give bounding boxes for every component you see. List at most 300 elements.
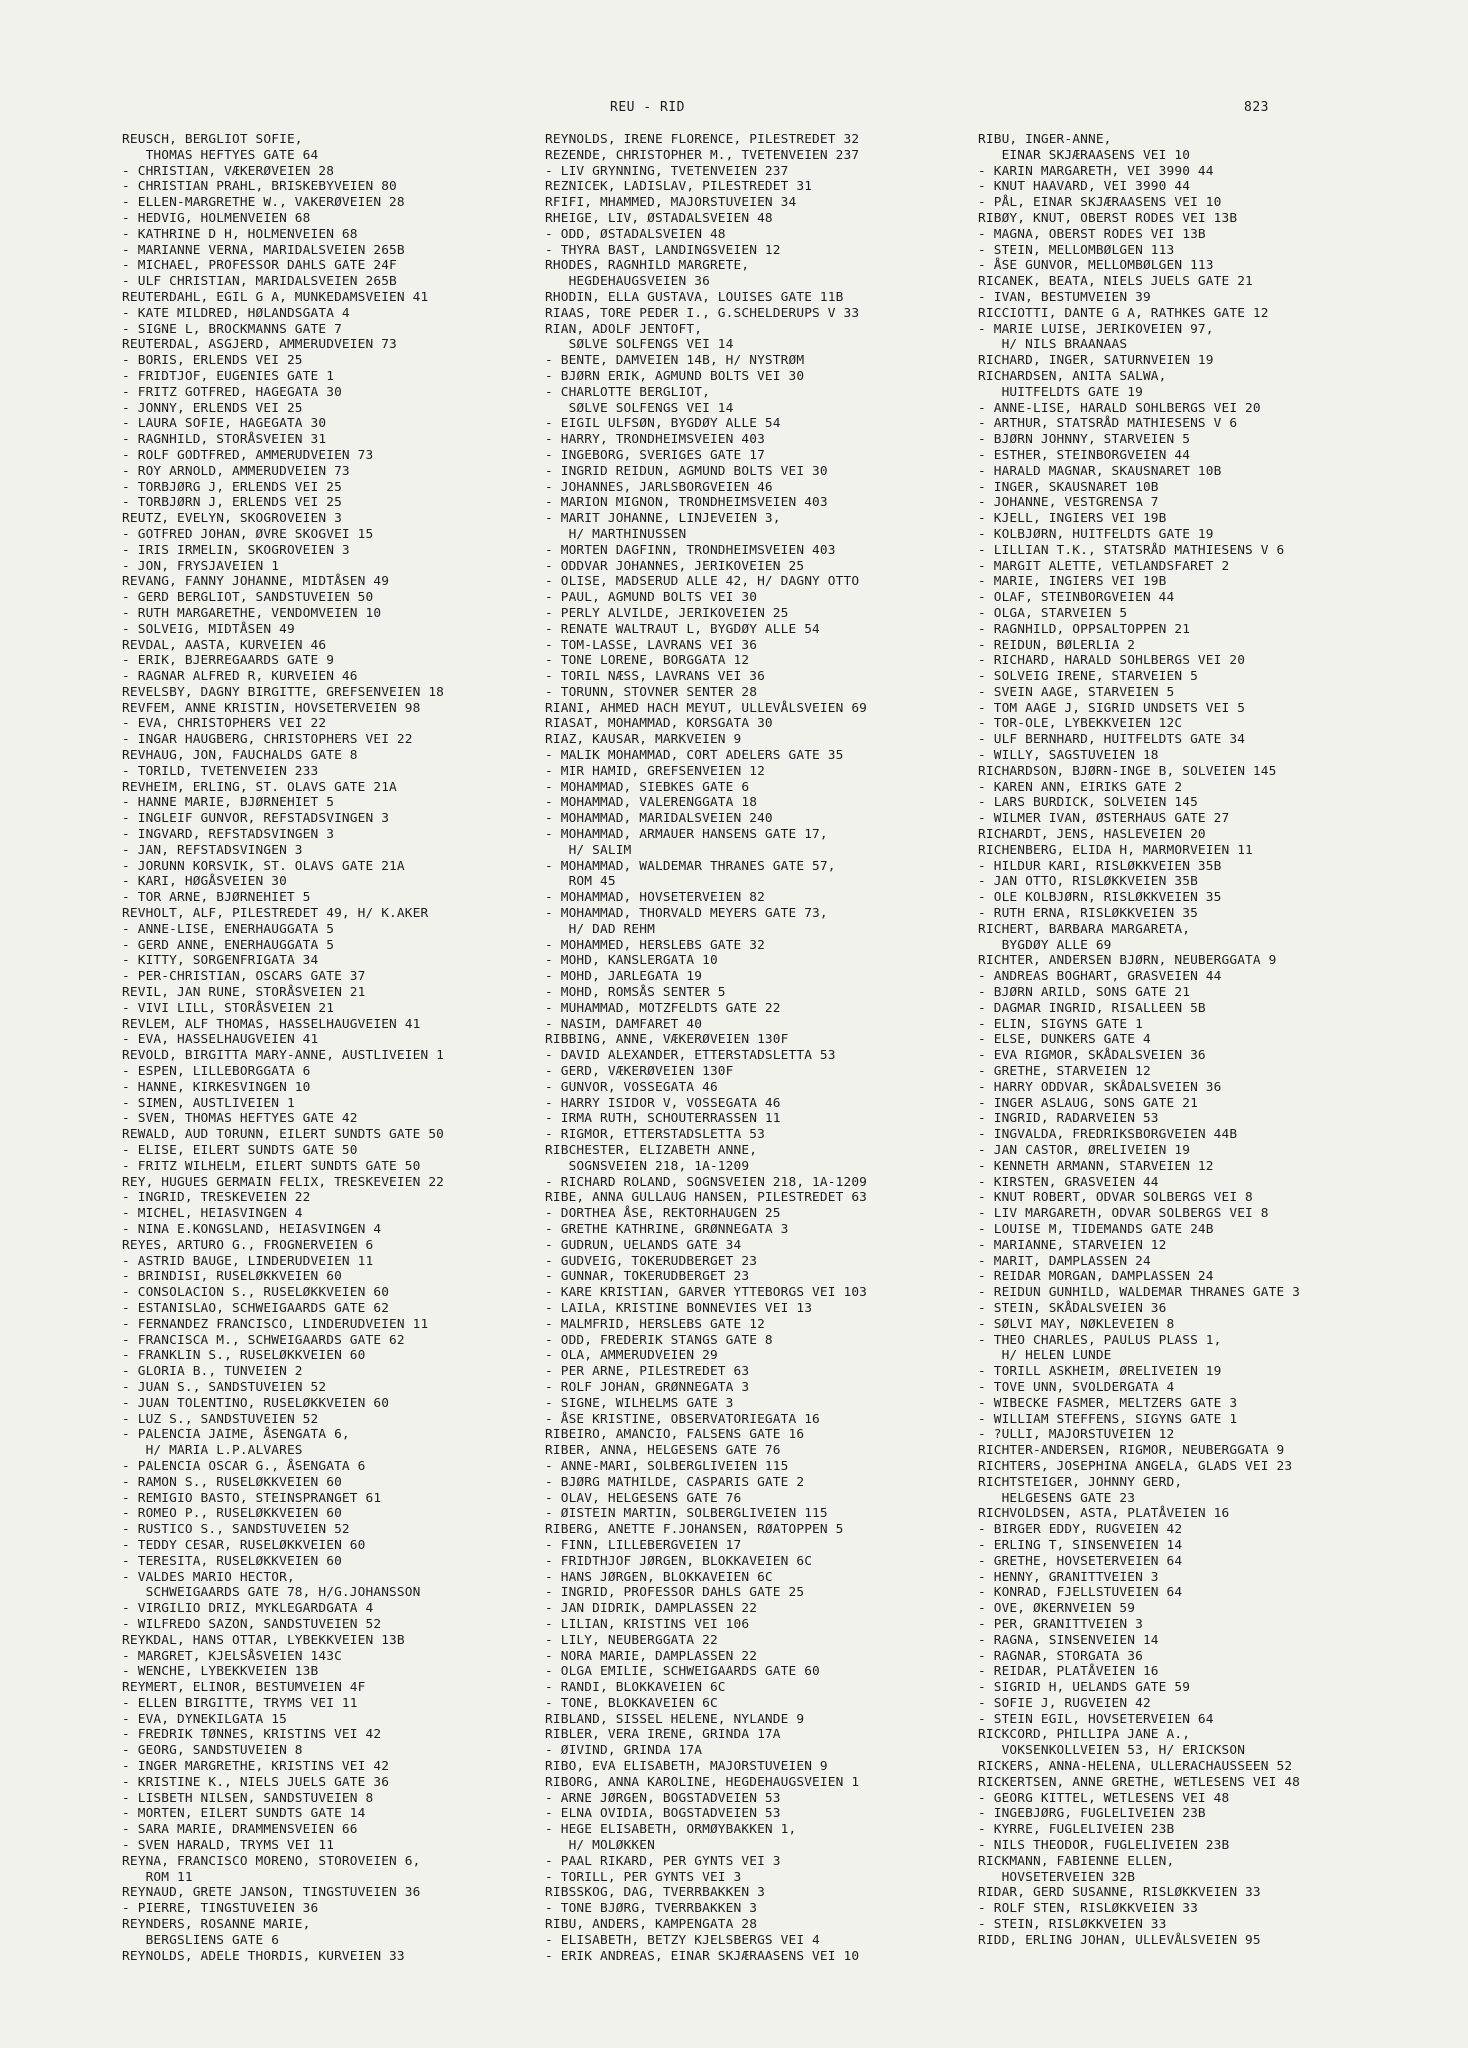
directory-entry-line: RIAN, ADOLF JENTOFT, <box>545 321 703 337</box>
directory-entry-line: - INGRID REIDUN, AGMUND BOLTS VEI 30 <box>545 463 828 479</box>
directory-entry-line: - LILLIAN T.K., STATSRÅD MATHIESENS V 6 <box>978 542 1285 558</box>
directory-entry-line: - HENNY, GRANITTVEIEN 3 <box>978 1569 1159 1585</box>
directory-entry-line: - KITTY, SORGENFRIGATA 34 <box>122 953 319 969</box>
directory-entry-line: - INGRID, TRESKEVEIEN 22 <box>122 1190 311 1206</box>
directory-entry-line: - JUAN TOLENTINO, RUSELØKKVEIEN 60 <box>122 1395 390 1411</box>
directory-entry-line: - INGLEIF GUNVOR, REFSTADSVINGEN 3 <box>122 811 390 827</box>
directory-entry-line: RHEIGE, LIV, ØSTADALSVEIEN 48 <box>545 210 773 226</box>
directory-entry-line: RICANEK, BEATA, NIELS JUELS GATE 21 <box>978 274 1253 290</box>
directory-entry-line: - MARIE LUISE, JERIKOVEIEN 97, <box>978 321 1214 337</box>
directory-entry-line: RIBBING, ANNE, VÆKERØVEIEN 130F <box>545 1032 789 1048</box>
directory-entry-line: RICCIOTTI, DANTE G A, RATHKES GATE 12 <box>978 305 1269 321</box>
directory-column-3 <box>978 132 1448 2012</box>
directory-entry-line: - ELLEN BIRGITTE, TRYMS VEI 11 <box>122 1695 358 1711</box>
directory-entry-line: - REMIGIO BASTO, STEINSPRANGET 61 <box>122 1490 382 1506</box>
directory-entry-line: - BJØRG MATHILDE, CASPARIS GATE 2 <box>545 1474 805 1490</box>
directory-entry-line: ROM 45 <box>545 874 616 890</box>
directory-entry-line: - GEORG KITTEL, WETLESENS VEI 48 <box>978 1790 1230 1806</box>
directory-entry-line: - RAGNHILD, STORÅSVEIEN 31 <box>122 432 327 448</box>
directory-entry-line: - PER, GRANITTVEIEN 3 <box>978 1616 1143 1632</box>
directory-entry-line: - FRIDTJOF, EUGENIES GATE 1 <box>122 368 335 384</box>
directory-entry-line: - JAN CASTOR, ØRELIVEIEN 19 <box>978 1143 1191 1158</box>
directory-entry-line: - INGER MARGRETHE, KRISTINS VEI 42 <box>122 1759 390 1775</box>
directory-entry-line: - INGAR HAUGBERG, CHRISTOPHERS VEI 22 <box>122 732 413 748</box>
directory-entry-line: - JORUNN KORSVIK, ST. OLAVS GATE 21A <box>122 858 405 874</box>
directory-entry-line: - SIGNE L, BROCKMANNS GATE 7 <box>122 321 342 337</box>
directory-entry-line: - PAUL, AGMUND BOLTS VEI 30 <box>545 590 758 606</box>
directory-entry-line: - MARIANNE, STARVEIEN 12 <box>978 1237 1167 1253</box>
directory-entry-line: HUITFELDTS GATE 19 <box>978 384 1143 400</box>
directory-entry-line: - STEIN EGIL, HOVSETERVEIEN 64 <box>978 1711 1214 1727</box>
directory-entry-line: - ?ULLI, MAJORSTUVEIEN 12 <box>978 1427 1175 1443</box>
directory-entry-line: - KONRAD, FJELLSTUVEIEN 64 <box>978 1585 1183 1601</box>
directory-entry-line: - KJELL, INGIERS VEI 19B <box>978 511 1167 527</box>
directory-entry-line: REZENDE, CHRISTOPHER M., TVETENVEIEN 237 <box>545 147 860 163</box>
directory-entry-line: - RENATE WALTRAUT L, BYGDØY ALLE 54 <box>545 621 820 637</box>
directory-entry-line: - OVE, ØKERNVEIEN 59 <box>978 1601 1136 1617</box>
directory-entry-line: - GUNNAR, TOKERUDBERGET 23 <box>545 1269 750 1285</box>
directory-entry-line: RHODES, RAGNHILD MARGRETE, <box>545 258 750 274</box>
directory-entry-line: REVFEM, ANNE KRISTIN, HOVSETERVEIEN 98 <box>122 700 421 716</box>
directory-entry-line: - TERESITA, RUSELØKKVEIEN 60 <box>122 1553 342 1569</box>
directory-entry-line: - REIDAR, PLATÅVEIEN 16 <box>978 1664 1159 1680</box>
directory-entry-line: REUSCH, BERGLIOT SOFIE, <box>122 132 303 147</box>
directory-entry-line: - LARS BURDICK, SOLVEIEN 145 <box>978 795 1198 811</box>
directory-entry-line: - RUTH ERNA, RISLØKKVEIEN 35 <box>978 906 1198 922</box>
directory-entry-line: - KARIN MARGARETH, VEI 3990 44 <box>978 163 1214 179</box>
directory-entry-line: - MARIT JOHANNE, LINJEVEIEN 3, <box>545 511 781 527</box>
directory-entry-line: - MIR HAMID, GREFSENVEIEN 12 <box>545 763 765 779</box>
directory-entry-line: - OLE KOLBJØRN, RISLØKKVEIEN 35 <box>978 890 1222 906</box>
directory-entry-line: - FRITZ GOTFRED, HAGEGATA 30 <box>122 384 342 400</box>
directory-entry-line: - LAILA, KRISTINE BONNEVIES VEI 13 <box>545 1300 813 1316</box>
directory-entry-line: - HEGE ELISABETH, ORMØYBAKKEN 1, <box>545 1822 797 1838</box>
directory-entry-line: - DORTHEA ÅSE, REKTORHAUGEN 25 <box>545 1206 781 1222</box>
directory-entry-line: - MOHD, JARLEGATA 19 <box>545 969 703 985</box>
directory-entry-line: - EVA RIGMOR, SKÅDALSVEIEN 36 <box>978 1048 1206 1064</box>
directory-entry-line: REYKDAL, HANS OTTAR, LYBEKKVEIEN 13B <box>122 1632 405 1648</box>
directory-entry-line: RICHENBERG, ELIDA H, MARMORVEIEN 11 <box>978 842 1253 858</box>
directory-entry-line: - NASIM, DAMFARET 40 <box>545 1016 703 1032</box>
directory-entry-line: - BIRGER EDDY, RUGVEIEN 42 <box>978 1522 1183 1538</box>
directory-entry-line: - KRISTINE K., NIELS JUELS GATE 36 <box>122 1774 390 1790</box>
directory-entry-line: - JAN DIDRIK, DAMPLASSEN 22 <box>545 1601 758 1617</box>
directory-entry-line: - BORIS, ERLENDS VEI 25 <box>122 353 303 369</box>
directory-entry-line: - MOHD, ROMSÅS SENTER 5 <box>545 985 726 1001</box>
directory-entry-line: - STEIN, SKÅDALSVEIEN 36 <box>978 1300 1167 1316</box>
directory-entry-line: THOMAS HEFTYES GATE 64 <box>122 147 319 163</box>
directory-entry-line: - CHRISTIAN, VÆKERØVEIEN 28 <box>122 163 335 179</box>
directory-entry-line: ROM 11 <box>122 1869 193 1885</box>
directory-entry-line: - KARE KRISTIAN, GARVER YTTEBORGS VEI 103 <box>545 1285 868 1301</box>
directory-entry-line: - RANDI, BLOKKAVEIEN 6C <box>545 1680 726 1696</box>
directory-entry-line: REUTERDAHL, EGIL G A, MUNKEDAMSVEIEN 41 <box>122 289 429 305</box>
directory-entry-line: - MUHAMMAD, MOTZFELDTS GATE 22 <box>545 1000 781 1016</box>
directory-entry-line: RIBE, ANNA GULLAUG HANSEN, PILESTREDET 63 <box>545 1190 868 1206</box>
directory-entry-line: - TORILL ASKHEIM, ØRELIVEIEN 19 <box>978 1364 1222 1380</box>
directory-entry-line: - TOM AAGE J, SIGRID UNDSETS VEI 5 <box>978 700 1246 716</box>
directory-entry-line: - TORIL NÆSS, LAVRANS VEI 36 <box>545 669 765 685</box>
directory-entry-line: - ROLF JOHAN, GRØNNEGATA 3 <box>545 1379 750 1395</box>
directory-entry-line: - ØIVIND, GRINDA 17A <box>545 1743 703 1759</box>
directory-entry-line: - ROMEO P., RUSELØKKVEIEN 60 <box>122 1506 342 1522</box>
directory-entry-line: - TOR-OLE, LYBEKKVEIEN 12C <box>978 716 1183 732</box>
directory-entry-line: REYNA, FRANCISCO MORENO, STOROVEIEN 6, <box>122 1853 421 1869</box>
directory-entry-line: - OLGA, STARVEIEN 5 <box>978 605 1128 621</box>
directory-entry-line: EINAR SKJÆRAASENS VEI 10 <box>978 147 1191 163</box>
directory-entry-line: RIBEIRO, AMANCIO, FALSENS GATE 16 <box>545 1427 805 1443</box>
directory-entry-line: - ODDVAR JOHANNES, JERIKOVEIEN 25 <box>545 558 805 574</box>
directory-entry-line: - MALMFRID, HERSLEBS GATE 12 <box>545 1316 765 1332</box>
directory-entry-line: HOVSETERVEIEN 32B <box>978 1869 1136 1885</box>
directory-entry-line: - ESPEN, LILLEBORGGATA 6 <box>122 1064 311 1080</box>
directory-entry-line: - ROLF GODTFRED, AMMERUDVEIEN 73 <box>122 447 374 463</box>
directory-entry-line: - LIV MARGARETH, ODVAR SOLBERGS VEI 8 <box>978 1206 1269 1222</box>
directory-entry-line: H/ SALIM <box>545 842 632 858</box>
directory-entry-line: - SVEIN AAGE, STARVEIEN 5 <box>978 684 1175 700</box>
directory-entry-line: - STEIN, RISLØKKVEIEN 33 <box>978 1917 1167 1933</box>
directory-entry-line: REVANG, FANNY JOHANNE, MIDTÅSEN 49 <box>122 574 390 590</box>
directory-entry-line: - MORTEN, EILERT SUNDTS GATE 14 <box>122 1806 366 1822</box>
directory-entry-line: - TORILD, TVETENVEIEN 233 <box>122 763 319 779</box>
directory-entry-line: - ANDREAS BOGHART, GRASVEIEN 44 <box>978 969 1222 985</box>
directory-entry-line: - JONNY, ERLENDS VEI 25 <box>122 400 303 416</box>
directory-entry-line: - FRANKLIN S., RUSELØKKVEIEN 60 <box>122 1348 366 1364</box>
directory-entry-line: - NINA E.KONGSLAND, HEIASVINGEN 4 <box>122 1221 382 1237</box>
directory-entry-line: REYNOLDS, ADELE THORDIS, KURVEIEN 33 <box>122 1948 405 1964</box>
directory-entry-line: - ÅSE KRISTINE, OBSERVATORIEGATA 16 <box>545 1411 820 1427</box>
directory-entry-line: BERGSLIENS GATE 6 <box>122 1932 280 1948</box>
directory-entry-line: REVIL, JAN RUNE, STORÅSVEIEN 21 <box>122 985 366 1001</box>
directory-entry-line: - SOFIE J, RUGVEIEN 42 <box>978 1695 1151 1711</box>
directory-entry-line: - HEDVIG, HOLMENVEIEN 68 <box>122 210 311 226</box>
directory-entry-line: - PIERRE, TINGSTUVEIEN 36 <box>122 1901 319 1917</box>
directory-entry-line: - FREDRIK TØNNES, KRISTINS VEI 42 <box>122 1727 382 1743</box>
directory-entry-line: RIBU, INGER-ANNE, <box>978 132 1112 147</box>
directory-entry-line: H/ MOLØKKEN <box>545 1838 655 1854</box>
directory-entry-line: - GOTFRED JOHAN, ØVRE SKOGVEI 15 <box>122 526 374 542</box>
directory-entry-line: - PALENCIA JAIME, ÅSENGATA 6, <box>122 1427 350 1443</box>
directory-entry-line: - RUSTICO S., SANDSTUVEIEN 52 <box>122 1522 350 1538</box>
directory-entry-line: - ERLING T, SINSENVEIEN 14 <box>978 1537 1183 1553</box>
directory-entry-line: - ROY ARNOLD, AMMERUDVEIEN 73 <box>122 463 350 479</box>
directory-entry-line: - BJØRN JOHNNY, STARVEIEN 5 <box>978 432 1191 448</box>
directory-entry-line: - RIGMOR, ETTERSTADSLETTA 53 <box>545 1127 765 1143</box>
directory-entry-line: RICHTER, ANDERSEN BJØRN, NEUBERGGATA 9 <box>978 953 1277 969</box>
directory-entry-line: REYNAUD, GRETE JANSON, TINGSTUVEIEN 36 <box>122 1885 421 1901</box>
directory-entry-line: - WILFREDO SAZON, SANDSTUVEIEN 52 <box>122 1616 382 1632</box>
directory-entry-line: - VIRGILIO DRIZ, MYKLEGARDGATA 4 <box>122 1601 374 1617</box>
directory-entry-line: - TOVE UNN, SVOLDERGATA 4 <box>978 1379 1175 1395</box>
directory-entry-line: - ELIN, SIGYNS GATE 1 <box>978 1016 1143 1032</box>
directory-entry-line: - HARRY, TRONDHEIMSVEIEN 403 <box>545 432 765 448</box>
directory-entry-line: - INGEBORG, SVERIGES GATE 17 <box>545 447 765 463</box>
directory-entry-line: - HANNE MARIE, BJØRNEHIET 5 <box>122 795 335 811</box>
directory-entry-line: - KNUT HAAVARD, VEI 3990 44 <box>978 179 1191 195</box>
directory-entry-line: - MARIT, DAMPLASSEN 24 <box>978 1253 1151 1269</box>
directory-entry-line: RIASAT, MOHAMMAD, KORSGATA 30 <box>545 716 773 732</box>
directory-entry-line: - RAGNAR ALFRED R, KURVEIEN 46 <box>122 669 358 685</box>
directory-entry-line: REYNDERS, ROSANNE MARIE, <box>122 1917 311 1933</box>
directory-entry-line: - MOHAMMAD, HOVSETERVEIEN 82 <box>545 890 765 906</box>
directory-entry-line: - BJØRN ERIK, AGMUND BOLTS VEI 30 <box>545 368 805 384</box>
directory-entry-line: RICHARDSEN, ANITA SALWA, <box>978 368 1167 384</box>
directory-entry-line: RICHVOLDSEN, ASTA, PLATÅVEIEN 16 <box>978 1506 1230 1522</box>
directory-entry-line: REUTZ, EVELYN, SKOGROVEIEN 3 <box>122 511 342 527</box>
directory-entry-line: RICHARD, INGER, SATURNVEIEN 19 <box>978 353 1214 369</box>
directory-entry-line: - SVEN, THOMAS HEFTYES GATE 42 <box>122 1111 358 1127</box>
directory-entry-line: REUTERDAL, ASGJERD, AMMERUDVEIEN 73 <box>122 337 397 353</box>
directory-entry-line: - KATHRINE D H, HOLMENVEIEN 68 <box>122 226 358 242</box>
directory-entry-line: - INGRID, PROFESSOR DAHLS GATE 25 <box>545 1585 805 1601</box>
directory-entry-line: HEGDEHAUGSVEIEN 36 <box>545 274 710 290</box>
directory-entry-line: - ARNE JØRGEN, BOGSTADVEIEN 53 <box>545 1790 781 1806</box>
directory-entry-line: RIBSSKOG, DAG, TVERRBAKKEN 3 <box>545 1885 765 1901</box>
directory-entry-line: - MOHAMMAD, SIEBKES GATE 6 <box>545 779 750 795</box>
directory-entry-line: SØLVE SOLFENGS VEI 14 <box>545 400 734 416</box>
directory-entry-line: - INGRID, RADARVEIEN 53 <box>978 1111 1159 1127</box>
directory-entry-line: - KIRSTEN, GRASVEIEN 44 <box>978 1174 1159 1190</box>
directory-entry-line: RIBORG, ANNA KAROLINE, HEGDEHAUGSVEIEN 1 <box>545 1774 860 1790</box>
directory-entry-line: - MOHAMMAD, WALDEMAR THRANES GATE 57, <box>545 858 836 874</box>
directory-entry-line: - PER-CHRISTIAN, OSCARS GATE 37 <box>122 969 366 985</box>
directory-entry-line: - INGER, SKAUSNARET 10B <box>978 479 1159 495</box>
directory-entry-line: - ANNE-MARI, SOLBERGLIVEIEN 115 <box>545 1458 789 1474</box>
directory-entry-line: RIDAR, GERD SUSANNE, RISLØKKVEIEN 33 <box>978 1885 1261 1901</box>
directory-entry-line: - REIDUN GUNHILD, WALDEMAR THRANES GATE 3 <box>978 1285 1301 1301</box>
directory-entry-line: - MARIANNE VERNA, MARIDALSVEIEN 265B <box>122 242 405 258</box>
directory-entry-line: - LILIAN, KRISTINS VEI 106 <box>545 1616 750 1632</box>
directory-entry-line: - SOLVEIG IRENE, STARVEIEN 5 <box>978 669 1198 685</box>
directory-entry-line: - PAAL RIKARD, PER GYNTS VEI 3 <box>545 1853 781 1869</box>
directory-entry-line: - MICHAEL, PROFESSOR DAHLS GATE 24F <box>122 258 397 274</box>
directory-entry-line: - BRINDISI, RUSELØKKVEIEN 60 <box>122 1269 342 1285</box>
directory-entry-line: - HARALD MAGNAR, SKAUSNARET 10B <box>978 463 1222 479</box>
directory-entry-line: - EVA, CHRISTOPHERS VEI 22 <box>122 716 327 732</box>
directory-entry-line: - BENTE, DAMVEIEN 14B, H/ NYSTRØM <box>545 353 805 369</box>
directory-entry-line: - SOLVEIG, MIDTÅSEN 49 <box>122 621 295 637</box>
directory-entry-line: - ØISTEIN MARTIN, SOLBERGLIVEIEN 115 <box>545 1506 828 1522</box>
directory-entry-line: - INGVARD, REFSTADSVINGEN 3 <box>122 827 335 843</box>
directory-entry-line: - ELISABETH, BETZY KJELSBERGS VEI 4 <box>545 1932 820 1948</box>
directory-entry-line: RIBØY, KNUT, OBERST RODES VEI 13B <box>978 210 1238 226</box>
directory-entry-line: - OLAV, HELGESENS GATE 76 <box>545 1490 742 1506</box>
directory-entry-line: SØLVE SOLFENGS VEI 14 <box>545 337 734 353</box>
directory-entry-line: - OLA, AMMERUDVEIEN 29 <box>545 1348 718 1364</box>
directory-entry-line: - NILS THEODOR, FUGLELIVEIEN 23B <box>978 1838 1230 1854</box>
directory-entry-line: - PALENCIA OSCAR G., ÅSENGATA 6 <box>122 1458 366 1474</box>
directory-entry-line: - KAREN ANN, EIRIKS GATE 2 <box>978 779 1183 795</box>
directory-entry-line: RHODIN, ELLA GUSTAVA, LOUISES GATE 11B <box>545 289 844 305</box>
directory-entry-line: - ELSE, DUNKERS GATE 4 <box>978 1032 1151 1048</box>
page-header <box>0 100 1468 120</box>
directory-entry-line: - THEO CHARLES, PAULUS PLASS 1, <box>978 1332 1222 1348</box>
directory-entry-line: - GERD BERGLIOT, SANDSTUVEIEN 50 <box>122 590 374 606</box>
directory-entry-line: - IRMA RUTH, SCHOUTERRASSEN 11 <box>545 1111 781 1127</box>
directory-entry-line: - EVA, HASSELHAUGVEIEN 41 <box>122 1032 319 1048</box>
directory-entry-line: - LISBETH NILSEN, SANDSTUVEIEN 8 <box>122 1790 374 1806</box>
directory-entry-line: - TONE LORENE, BORGGATA 12 <box>545 653 750 669</box>
directory-entry-line: RIAZ, KAUSAR, MARKVEIEN 9 <box>545 732 742 748</box>
directory-entry-line: - HARRY ISIDOR V, VOSSEGATA 46 <box>545 1095 781 1111</box>
directory-entry-line: - LILY, NEUBERGGATA 22 <box>545 1632 718 1648</box>
directory-entry-line: - STEIN, MELLOMBØLGEN 113 <box>978 242 1175 258</box>
directory-entry-line: - MICHEL, HEIASVINGEN 4 <box>122 1206 303 1222</box>
directory-entry-line: RICHTER-ANDERSEN, RIGMOR, NEUBERGGATA 9 <box>978 1443 1285 1459</box>
directory-entry-line: RIBLAND, SISSEL HELENE, NYLANDE 9 <box>545 1711 805 1727</box>
directory-entry-line: REVHEIM, ERLING, ST. OLAVS GATE 21A <box>122 779 397 795</box>
directory-entry-line: RICHERT, BARBARA MARGARETA, <box>978 921 1191 937</box>
page-range-heading: REU - RID <box>610 100 685 115</box>
directory-entry-line: - ELNA OVIDIA, BOGSTADVEIEN 53 <box>545 1806 781 1822</box>
directory-entry-line: SCHWEIGAARDS GATE 78, H/G.JOHANSSON <box>122 1585 421 1601</box>
directory-entry-line: - ERIK ANDREAS, EINAR SKJÆRAASENS VEI 10 <box>545 1948 860 1964</box>
directory-entry-line: - JOHANNE, VESTGRENSA 7 <box>978 495 1159 511</box>
directory-entry-line: RICKCORD, PHILLIPA JANE A., <box>978 1727 1191 1743</box>
directory-entry-line: - SVEN HARALD, TRYMS VEI 11 <box>122 1838 335 1854</box>
directory-entry-line: - WILLIAM STEFFENS, SIGYNS GATE 1 <box>978 1411 1238 1427</box>
directory-entry-line: - ESTHER, STEINBORGVEIEN 44 <box>978 447 1191 463</box>
directory-entry-line: VOKSENKOLLVEIEN 53, H/ ERICKSON <box>978 1743 1246 1759</box>
directory-entry-line: - MOHD, KANSLERGATA 10 <box>545 953 718 969</box>
directory-entry-line: RIAAS, TORE PEDER I., G.SCHELDERUPS V 33 <box>545 305 860 321</box>
directory-entry-line: - FRITZ WILHELM, EILERT SUNDTS GATE 50 <box>122 1158 421 1174</box>
directory-entry-line: - RICHARD, HARALD SOHLBERGS VEI 20 <box>978 653 1246 669</box>
directory-entry-line: - LAURA SOFIE, HAGEGATA 30 <box>122 416 327 432</box>
directory-entry-line: - ARTHUR, STATSRÅD MATHIESENS V 6 <box>978 416 1238 432</box>
directory-entry-line: - HARRY ODDVAR, SKÅDALSVEIEN 36 <box>978 1079 1222 1095</box>
directory-entry-line: - OLISE, MADSERUD ALLE 42, H/ DAGNY OTTO <box>545 574 860 590</box>
page-number: 823 <box>1244 100 1269 115</box>
directory-entry-line: - FINN, LILLEBERGVEIEN 17 <box>545 1537 742 1553</box>
directory-entry-line: REZNICEK, LADISLAV, PILESTREDET 31 <box>545 179 813 195</box>
directory-entry-line: RIBERG, ANETTE F.JOHANSEN, RØATOPPEN 5 <box>545 1522 844 1538</box>
directory-entry-line: REWALD, AUD TORUNN, EILERT SUNDTS GATE 50 <box>122 1127 445 1143</box>
directory-entry-line: - GUDRUN, UELANDS GATE 34 <box>545 1237 742 1253</box>
directory-entry-line: RIBLER, VERA IRENE, GRINDA 17A <box>545 1727 781 1743</box>
directory-entry-line: RFIFI, MHAMMED, MAJORSTUVEIEN 34 <box>545 195 797 211</box>
directory-entry-line: REVELSBY, DAGNY BIRGITTE, GREFSENVEIEN 18 <box>122 684 445 700</box>
directory-entry-line: - GLORIA B., TUNVEIEN 2 <box>122 1364 303 1380</box>
directory-entry-line: - VALDES MARIO HECTOR, <box>122 1569 295 1585</box>
directory-entry-line: - TORUNN, STOVNER SENTER 28 <box>545 684 758 700</box>
directory-entry-line: - EVA, DYNEKILGATA 15 <box>122 1711 287 1727</box>
directory-entry-line: - ROLF STEN, RISLØKKVEIEN 33 <box>978 1901 1198 1917</box>
directory-entry-line: - MARGIT ALETTE, VETLANDSFARET 2 <box>978 558 1230 574</box>
directory-entry-line: - JAN, REFSTADSVINGEN 3 <box>122 842 303 858</box>
directory-entry-line: - OLGA EMILIE, SCHWEIGAARDS GATE 60 <box>545 1664 820 1680</box>
directory-entry-line: - JAN OTTO, RISLØKKVEIEN 35B <box>978 874 1198 890</box>
directory-entry-line: - ELISE, EILERT SUNDTS GATE 50 <box>122 1143 358 1158</box>
directory-entry-line: - TORBJØRN J, ERLENDS VEI 25 <box>122 495 342 511</box>
directory-entry-line: - KARI, HØGÅSVEIEN 30 <box>122 874 287 890</box>
directory-entry-line: RICHTSTEIGER, JOHNNY GERD, <box>978 1474 1183 1490</box>
directory-entry-line: - MARIE, INGIERS VEI 19B <box>978 574 1167 590</box>
directory-entry-line: - OLAF, STEINBORGVEIEN 44 <box>978 590 1175 606</box>
directory-entry-line: - INGER ASLAUG, SONS GATE 21 <box>978 1095 1198 1111</box>
directory-entry-line: - HANS JØRGEN, BLOKKAVEIEN 6C <box>545 1569 773 1585</box>
directory-entry-line: - BJØRN ARILD, SONS GATE 21 <box>978 985 1191 1001</box>
directory-entry-line: - PÅL, EINAR SKJÆRAASENS VEI 10 <box>978 195 1222 211</box>
directory-entry-line: - IVAN, BESTUMVEIEN 39 <box>978 289 1151 305</box>
directory-entry-line: RICHTERS, JOSEPHINA ANGELA, GLADS VEI 23 <box>978 1458 1293 1474</box>
directory-entry-line: REYMERT, ELINOR, BESTUMVEIEN 4F <box>122 1680 366 1696</box>
directory-entry-line: RICHARDT, JENS, HASLEVEIEN 20 <box>978 827 1206 843</box>
directory-entry-line: - HILDUR KARI, RISLØKKVEIEN 35B <box>978 858 1222 874</box>
directory-entry-line: - IRIS IRMELIN, SKOGROVEIEN 3 <box>122 542 350 558</box>
directory-entry-line: - ANNE-LISE, HARALD SOHLBERGS VEI 20 <box>978 400 1261 416</box>
directory-entry-line: - GERD, VÆKERØVEIEN 130F <box>545 1064 734 1080</box>
directory-entry-line: - RICHARD ROLAND, SOGNSVEIEN 218, 1A-1209 <box>545 1174 868 1190</box>
directory-entry-line: - SARA MARIE, DRAMMENSVEIEN 66 <box>122 1822 358 1838</box>
directory-entry-line: - LUZ S., SANDSTUVEIEN 52 <box>122 1411 319 1427</box>
directory-entry-line: REYNOLDS, IRENE FLORENCE, PILESTREDET 32 <box>545 132 860 147</box>
directory-entry-line: REVHOLT, ALF, PILESTREDET 49, H/ K.AKER <box>122 906 429 922</box>
directory-entry-line: REYES, ARTURO G., FROGNERVEIEN 6 <box>122 1237 374 1253</box>
directory-entry-line: RIBO, EVA ELISABETH, MAJORSTUVEIEN 9 <box>545 1759 828 1775</box>
directory-entry-line: - CONSOLACION S., RUSELØKKVEIEN 60 <box>122 1285 390 1301</box>
directory-entry-line: - ELLEN-MARGRETHE W., VAKERØVEIEN 28 <box>122 195 405 211</box>
directory-entry-line: - ULF CHRISTIAN, MARIDALSVEIEN 265B <box>122 274 397 290</box>
directory-entry-line: - MOHAMMED, HERSLEBS GATE 32 <box>545 937 765 953</box>
directory-entry-line: RIBU, ANDERS, KAMPENGATA 28 <box>545 1917 758 1933</box>
directory-entry-line: - RUTH MARGARETHE, VENDOMVEIEN 10 <box>122 605 382 621</box>
directory-entry-line: - KENNETH ARMANN, STARVEIEN 12 <box>978 1158 1214 1174</box>
directory-entry-line: - LOUISE M, TIDEMANDS GATE 24B <box>978 1221 1214 1237</box>
directory-entry-line: - WIBECKE FASMER, MELTZERS GATE 3 <box>978 1395 1238 1411</box>
directory-entry-line: - KNUT ROBERT, ODVAR SOLBERGS VEI 8 <box>978 1190 1253 1206</box>
directory-entry-line: - SIGRID H, UELANDS GATE 59 <box>978 1680 1191 1696</box>
directory-entry-line: - INGVALDA, FREDRIKSBORGVEIEN 44B <box>978 1127 1238 1143</box>
directory-entry-line: - REIDUN, BØLERLIA 2 <box>978 637 1136 653</box>
directory-entry-line: - DAGMAR INGRID, RISALLEEN 5B <box>978 1000 1206 1016</box>
directory-entry-line: - SØLVI MAY, NØKLEVEIEN 8 <box>978 1316 1175 1332</box>
directory-entry-line: RIBCHESTER, ELIZABETH ANNE, <box>545 1143 758 1158</box>
directory-entry-line: - RAGNHILD, OPPSALTOPPEN 21 <box>978 621 1191 637</box>
directory-entry-line: - MORTEN DAGFINN, TRONDHEIMSVEIEN 403 <box>545 542 836 558</box>
directory-entry-line: - ERIK, BJERREGAARDS GATE 9 <box>122 653 335 669</box>
directory-entry-line: - TONE, BLOKKAVEIEN 6C <box>545 1695 718 1711</box>
directory-entry-line: - EIGIL ULFSØN, BYGDØY ALLE 54 <box>545 416 781 432</box>
directory-entry-line: - DAVID ALEXANDER, ETTERSTADSLETTA 53 <box>545 1048 836 1064</box>
directory-entry-line: - TORBJØRG J, ERLENDS VEI 25 <box>122 479 342 495</box>
directory-entry-line: - SIGNE, WILHELMS GATE 3 <box>545 1395 734 1411</box>
directory-entry-line: H/ HELEN LUNDE <box>978 1348 1112 1364</box>
directory-entry-line: REVDAL, AASTA, KURVEIEN 46 <box>122 637 327 653</box>
directory-entry-line: - JON, FRYSJAVEIEN 1 <box>122 558 280 574</box>
directory-entry-line: - TOM-LASSE, LAVRANS VEI 36 <box>545 637 758 653</box>
directory-entry-line: - MARION MIGNON, TRONDHEIMSVEIEN 403 <box>545 495 828 511</box>
directory-entry-line: - CHRISTIAN PRAHL, BRISKEBYVEIEN 80 <box>122 179 397 195</box>
directory-entry-line: - CHARLOTTE BERGLIOT, <box>545 384 710 400</box>
directory-entry-line: - GEORG, SANDSTUVEIEN 8 <box>122 1743 303 1759</box>
directory-entry-line: - FRIDTHJOF JØRGEN, BLOKKAVEIEN 6C <box>545 1553 813 1569</box>
directory-entry-line: - TOR ARNE, BJØRNEHIET 5 <box>122 890 311 906</box>
directory-entry-line: - SIMEN, AUSTLIVEIEN 1 <box>122 1095 295 1111</box>
directory-entry-line: - RAGNA, SINSENVEIEN 14 <box>978 1632 1159 1648</box>
directory-entry-line: - TEDDY CESAR, RUSELØKKVEIEN 60 <box>122 1537 366 1553</box>
directory-entry-line: - WENCHE, LYBEKKVEIEN 13B <box>122 1664 319 1680</box>
directory-entry-line: - RAGNAR, STORGATA 36 <box>978 1648 1143 1664</box>
directory-entry-line: RICKMANN, FABIENNE ELLEN, <box>978 1853 1175 1869</box>
directory-entry-line: - MAGNA, OBERST RODES VEI 13B <box>978 226 1206 242</box>
directory-entry-line: HELGESENS GATE 23 <box>978 1490 1136 1506</box>
directory-entry-line: BYGDØY ALLE 69 <box>978 937 1112 953</box>
directory-entry-line: REVHAUG, JON, FAUCHALDS GATE 8 <box>122 748 358 764</box>
directory-entry-line: - THYRA BAST, LANDINGSVEIEN 12 <box>545 242 781 258</box>
directory-entry-line: RIDD, ERLING JOHAN, ULLEVÅLSVEIEN 95 <box>978 1932 1261 1948</box>
directory-entry-line: - INGEBJØRG, FUGLELIVEIEN 23B <box>978 1806 1206 1822</box>
